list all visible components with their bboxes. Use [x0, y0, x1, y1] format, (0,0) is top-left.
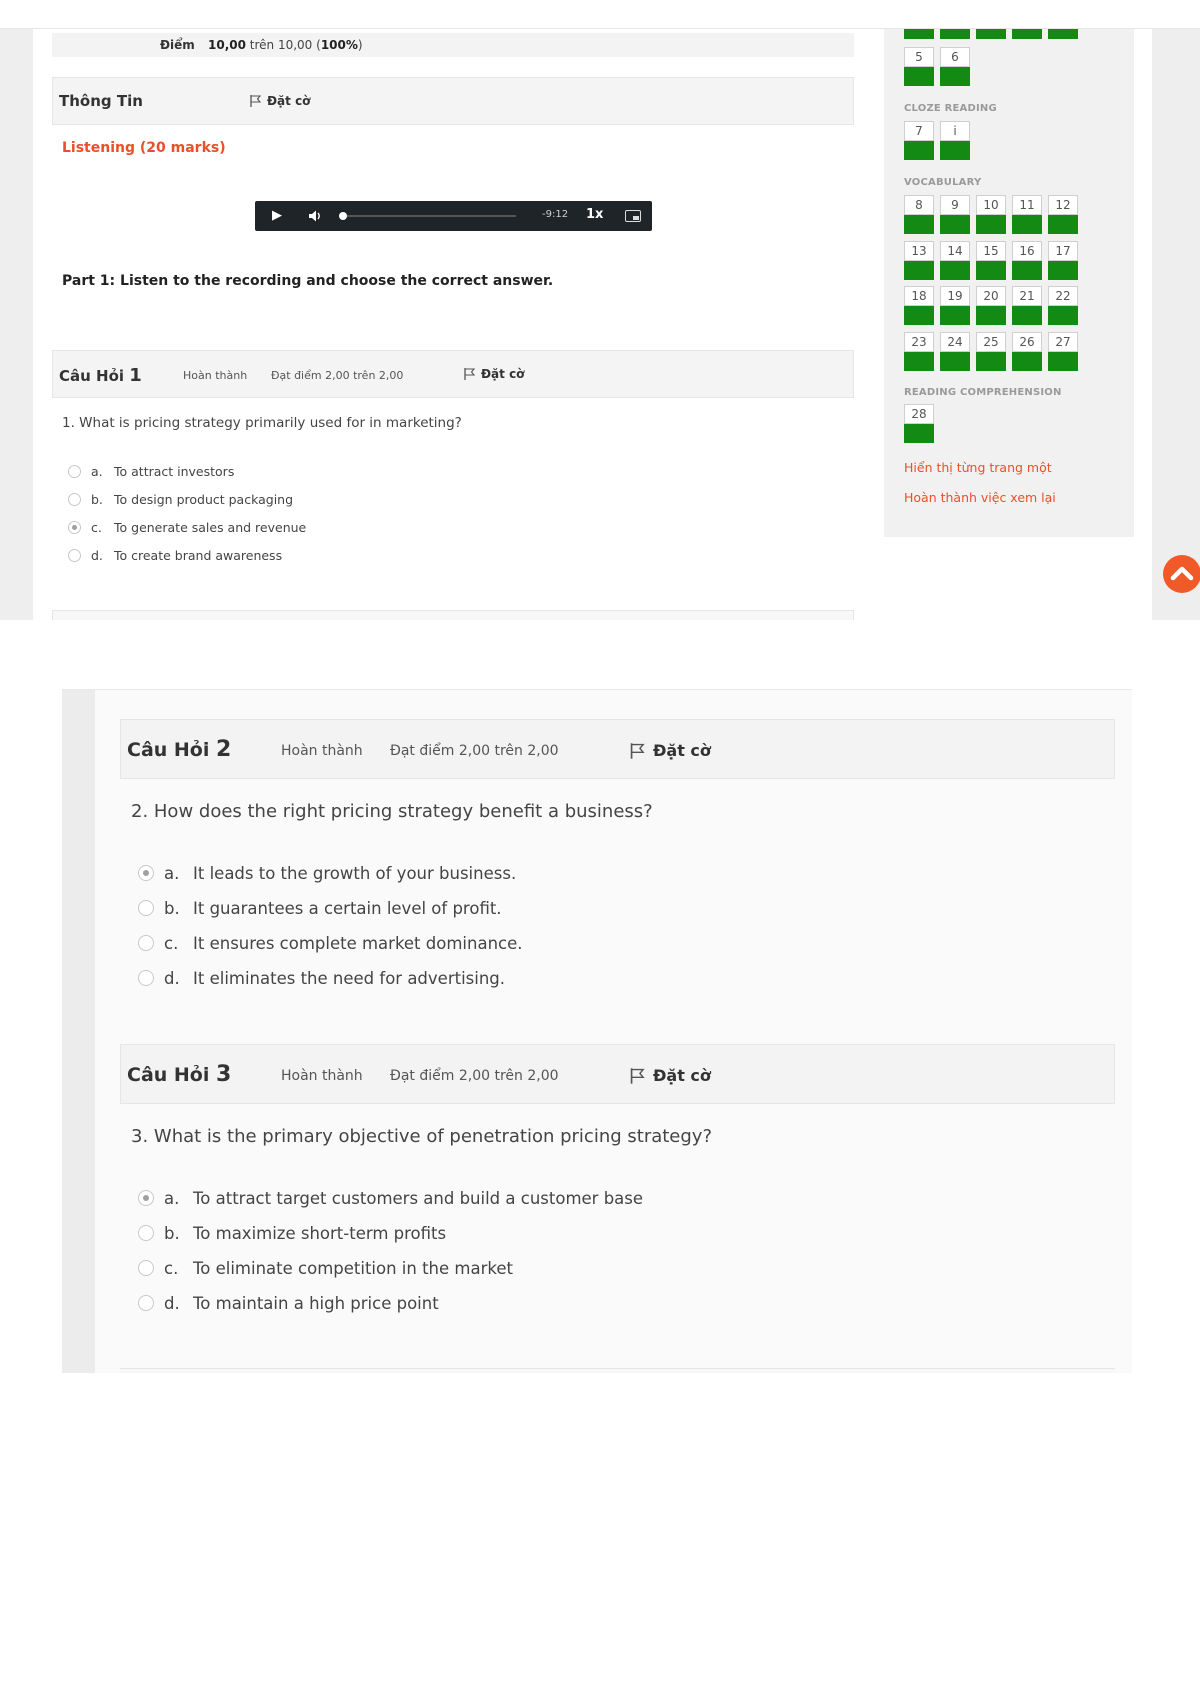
option-letter: b.: [164, 898, 180, 918]
info-title: Thông Tin: [59, 92, 143, 110]
nav-status: [976, 261, 1006, 280]
flag-label: Đặt cờ: [267, 94, 311, 108]
question-grade: Đạt điểm 2,00 trên 2,00: [390, 1068, 559, 1084]
radio-button[interactable]: [138, 970, 154, 986]
question-3-option-d[interactable]: [138, 1290, 439, 1316]
nav-question-button[interactable]: [904, 47, 934, 87]
listening-heading: Listening (20 marks): [62, 140, 226, 156]
nav-status: [1012, 352, 1042, 371]
section-title-vocabulary: VOCABULARY: [904, 177, 982, 188]
question-1-option-b[interactable]: [68, 489, 293, 509]
nav-number: 8: [904, 195, 934, 215]
option-text: It ensures complete market dominance.: [193, 933, 523, 953]
option-text: To eliminate competition in the market: [193, 1258, 513, 1278]
audio-progress-track[interactable]: [341, 215, 516, 217]
nav-status: [904, 67, 934, 86]
score-percent: 100%: [320, 38, 358, 52]
flag-icon: [249, 94, 263, 108]
nav-question-button[interactable]: [940, 332, 970, 372]
question-3-title: [127, 1062, 231, 1087]
question-1-title: [59, 365, 142, 386]
question-3-header: [120, 1044, 1115, 1104]
nav-number: 16: [1012, 241, 1042, 261]
nav-number: 25: [976, 332, 1006, 352]
question-label: Câu Hỏi: [127, 1064, 210, 1086]
question-1-flag-button[interactable]: [463, 367, 524, 381]
question-number: 1: [129, 365, 142, 386]
audio-progress-knob[interactable]: [339, 212, 347, 220]
nav-status: [1048, 261, 1078, 280]
nav-number: 23: [904, 332, 934, 352]
nav-question-button[interactable]: [940, 195, 970, 235]
nav-number: 11: [1012, 195, 1042, 215]
nav-question-button[interactable]: [1048, 195, 1078, 235]
nav-question-button[interactable]: [940, 241, 970, 281]
nav-status: [940, 67, 970, 86]
question-3-text: 3. What is the primary objective of penetration pricing strategy?: [131, 1126, 713, 1147]
nav-number: 7: [904, 121, 934, 141]
left-gutter: [0, 29, 33, 620]
nav-question-button[interactable]: [1012, 286, 1042, 326]
option-letter: c.: [91, 519, 102, 535]
playback-speed-button[interactable]: 1x: [586, 207, 604, 222]
question-3-option-b[interactable]: [138, 1220, 446, 1246]
radio-button-selected[interactable]: [68, 521, 81, 534]
radio-button[interactable]: [138, 1225, 154, 1241]
question-3-option-c[interactable]: [138, 1255, 513, 1281]
radio-button[interactable]: [138, 900, 154, 916]
nav-number: 5: [904, 47, 934, 67]
nav-status: [1012, 261, 1042, 280]
nav-status: [940, 261, 970, 280]
status-bar: [940, 29, 970, 39]
nav-status: [904, 261, 934, 280]
nav-number: 12: [1048, 195, 1078, 215]
question-1-option-c[interactable]: [68, 517, 306, 537]
nav-question-button[interactable]: [940, 286, 970, 326]
question-label: Câu Hỏi: [59, 367, 125, 385]
option-text: To design product packaging: [114, 491, 294, 507]
nav-question-button[interactable]: [976, 286, 1006, 326]
nav-number: 24: [940, 332, 970, 352]
nav-question-button[interactable]: [904, 286, 934, 326]
option-text: To attract target customers and build a customer base: [193, 1188, 644, 1208]
scroll-to-top-button[interactable]: [1163, 555, 1200, 593]
finish-review-link[interactable]: Hoàn thành việc xem lại: [904, 490, 1056, 505]
nav-status: [940, 215, 970, 234]
question-3-flag-button[interactable]: [629, 1066, 711, 1085]
flag-icon: [629, 1067, 647, 1085]
question-number: 2: [216, 737, 232, 762]
nav-question-button[interactable]: [976, 332, 1006, 372]
nav-status: [904, 141, 934, 160]
score-label: Điểm: [160, 38, 195, 52]
nav-info-button[interactable]: [940, 121, 970, 161]
option-letter: c.: [164, 933, 179, 953]
question-grade: Đạt điểm 2,00 trên 2,00: [390, 743, 559, 759]
quiz-navigation-panel: [884, 29, 1134, 537]
option-letter: b.: [164, 1223, 180, 1243]
nav-number: 17: [1048, 241, 1078, 261]
nav-number: 18: [904, 286, 934, 306]
option-text: To create brand awareness: [114, 547, 283, 563]
flag-icon: [629, 742, 647, 760]
question-status: Hoàn thành: [183, 369, 248, 382]
nav-number: 15: [976, 241, 1006, 261]
audio-player[interactable]: [255, 201, 652, 231]
nav-question-button[interactable]: [1012, 332, 1042, 372]
right-gutter: [1152, 29, 1200, 620]
question-2-header: [120, 719, 1115, 779]
nav-question-button[interactable]: [904, 241, 934, 281]
option-letter: d.: [164, 1293, 180, 1313]
nav-number: 28: [904, 404, 934, 424]
chevron-up-icon: [1163, 555, 1200, 593]
nav-question-button[interactable]: [904, 121, 934, 161]
nav-status: [1048, 215, 1078, 234]
nav-question-button[interactable]: [1012, 241, 1042, 281]
volume-icon[interactable]: [307, 208, 323, 224]
section-title-cloze: CLOZE READING: [904, 103, 997, 114]
info-header: [52, 77, 854, 125]
score-number: 10,00: [208, 38, 246, 52]
option-letter: b.: [91, 491, 103, 507]
nav-status: [1012, 215, 1042, 234]
question-2-title: [127, 737, 231, 762]
option-text: To maximize short-term profits: [193, 1223, 447, 1243]
nav-number: 27: [1048, 332, 1078, 352]
nav-status: [940, 141, 970, 160]
question-status: Hoàn thành: [281, 743, 363, 759]
nav-question-button[interactable]: [940, 47, 970, 87]
status-bar: [1012, 29, 1042, 39]
radio-button[interactable]: [138, 1260, 154, 1276]
question-2-option-a[interactable]: [138, 860, 516, 886]
nav-question-button[interactable]: [1048, 332, 1078, 372]
nav-number: 22: [1048, 286, 1078, 306]
show-one-page-link[interactable]: Hiển thị từng trang một: [904, 460, 1052, 475]
radio-button-selected[interactable]: [138, 1190, 154, 1206]
nav-status: [976, 352, 1006, 371]
nav-number: 10: [976, 195, 1006, 215]
status-bar: [976, 29, 1006, 39]
nav-status: [904, 306, 934, 325]
flag-icon: [463, 367, 477, 381]
nav-status: [904, 352, 934, 371]
status-bar: [904, 29, 934, 39]
left-gutter: [62, 690, 95, 1373]
score-close: ): [357, 38, 363, 52]
option-text: To maintain a high price point: [193, 1293, 439, 1313]
nav-question-button[interactable]: [1048, 286, 1078, 326]
option-text: It eliminates the need for advertising.: [193, 968, 506, 988]
nav-number: 13: [904, 241, 934, 261]
question-2-option-b[interactable]: [138, 895, 502, 921]
option-letter: d.: [164, 968, 180, 988]
quiz-review-top-screenshot: [0, 0, 1200, 620]
nav-number: i: [940, 121, 970, 141]
option-text: To attract investors: [114, 463, 235, 479]
nav-status: [1048, 306, 1078, 325]
option-letter: a.: [164, 863, 180, 883]
nav-status: [976, 215, 1006, 234]
info-flag-button[interactable]: [249, 94, 310, 108]
question-label: Câu Hỏi: [127, 739, 210, 761]
question-2-text: 2. How does the right pricing strategy benefit a business?: [131, 801, 653, 822]
option-text: To generate sales and revenue: [114, 519, 307, 535]
nav-number: 20: [976, 286, 1006, 306]
question-2-option-c[interactable]: [138, 930, 523, 956]
option-letter: c.: [164, 1258, 179, 1278]
audio-time: -9:12: [542, 209, 569, 220]
question-1-option-a[interactable]: [68, 461, 234, 481]
question-2-option-d[interactable]: [138, 965, 505, 991]
nav-question-button[interactable]: [904, 332, 934, 372]
nav-status: [940, 352, 970, 371]
nav-question-button[interactable]: [976, 195, 1006, 235]
question-grade: Đạt điểm 2,00 trên 2,00: [271, 369, 404, 382]
question-status: Hoàn thành: [281, 1068, 363, 1084]
nav-status: [904, 424, 934, 443]
nav-status: [1012, 306, 1042, 325]
part1-instruction: Part 1: Listen to the recording and choose the correct answer.: [62, 273, 554, 289]
nav-status: [1048, 352, 1078, 371]
question-1-header: [52, 350, 854, 398]
score-rest: trên 10,00 (: [245, 38, 321, 52]
radio-button[interactable]: [138, 935, 154, 951]
radio-button[interactable]: [68, 549, 81, 562]
play-icon[interactable]: ▶: [272, 208, 282, 223]
flag-label: Đặt cờ: [653, 1066, 711, 1085]
option-text: It leads to the growth of your business.: [193, 863, 517, 883]
option-letter: a.: [164, 1188, 180, 1208]
question-number: 3: [216, 1062, 232, 1087]
question-2-flag-button[interactable]: [629, 741, 711, 760]
next-question-panel-edge: [52, 610, 854, 620]
option-letter: d.: [91, 547, 103, 563]
status-bar: [1048, 29, 1078, 39]
nav-question-button[interactable]: [1012, 195, 1042, 235]
score-summary-row: [52, 33, 854, 57]
quiz-review-bottom-screenshot: [0, 620, 1200, 1696]
flag-label: Đặt cờ: [653, 741, 711, 760]
nav-status: [904, 215, 934, 234]
picture-in-picture-icon[interactable]: [625, 210, 641, 222]
nav-number: 19: [940, 286, 970, 306]
nav-question-button[interactable]: [904, 195, 934, 235]
score-value: [208, 38, 363, 52]
nav-number: 9: [940, 195, 970, 215]
nav-number: 6: [940, 47, 970, 67]
next-question-panel-edge: [120, 1368, 1115, 1373]
nav-number: 21: [1012, 286, 1042, 306]
question-3-option-a[interactable]: [138, 1185, 643, 1211]
option-text: It guarantees a certain level of profit.: [193, 898, 502, 918]
radio-button[interactable]: [68, 465, 81, 478]
radio-button[interactable]: [138, 1295, 154, 1311]
radio-button[interactable]: [68, 493, 81, 506]
flag-label: Đặt cờ: [481, 367, 525, 381]
nav-status: [940, 306, 970, 325]
nav-question-button[interactable]: [904, 404, 934, 444]
nav-question-button[interactable]: [976, 241, 1006, 281]
section-title-reading: READING COMPREHENSION: [904, 387, 1062, 398]
option-letter: a.: [91, 463, 103, 479]
question-1-option-d[interactable]: [68, 545, 282, 565]
nav-status: [976, 306, 1006, 325]
nav-number: 26: [1012, 332, 1042, 352]
question-1-text: 1. What is pricing strategy primarily used for in marketing?: [62, 415, 462, 431]
nav-number: 14: [940, 241, 970, 261]
radio-button-selected[interactable]: [138, 865, 154, 881]
nav-question-button[interactable]: [1048, 241, 1078, 281]
